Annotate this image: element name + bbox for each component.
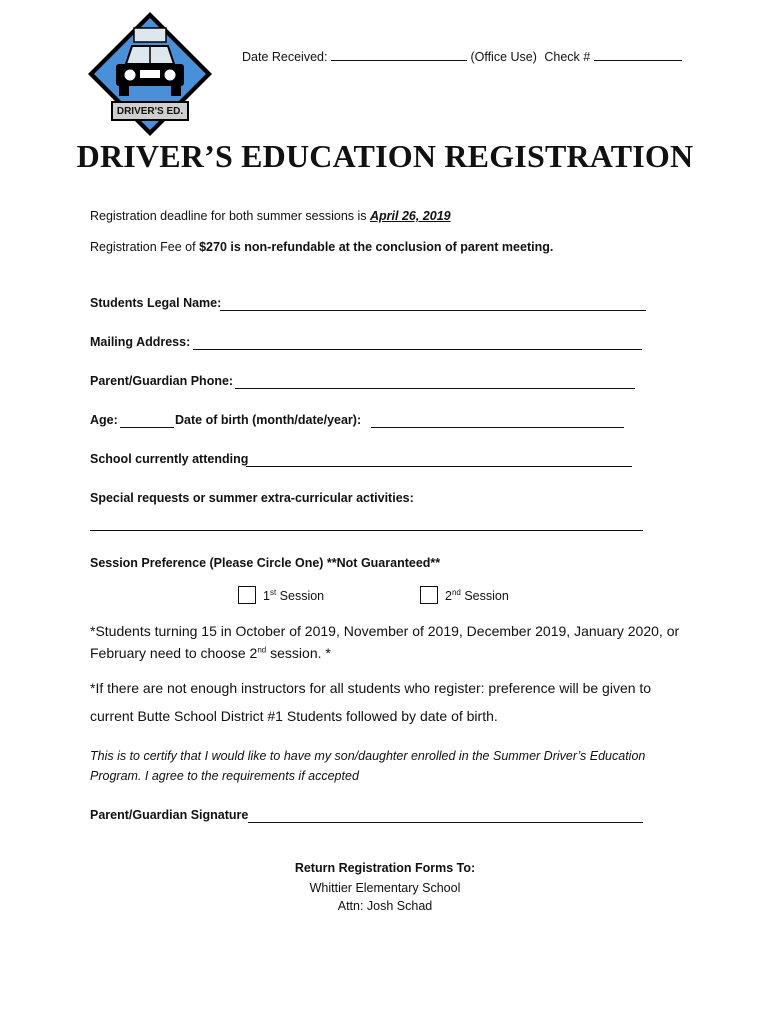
age-field[interactable] [120, 427, 174, 428]
deadline-date: April 26, 2019 [370, 209, 451, 223]
session1-text: Session [276, 589, 325, 603]
session2-checkbox[interactable] [420, 586, 438, 604]
signature-label: Parent/Guardian Signature [90, 808, 249, 822]
deadline-text: Registration deadline for both summer sessions is [90, 209, 370, 223]
date-received-label: Date Received: [242, 50, 328, 64]
guardian-phone-row [90, 374, 233, 388]
return-attn: Attn: Josh Schad [337, 899, 433, 913]
mailing-address-row [90, 335, 190, 349]
mailing-address-field[interactable] [193, 349, 642, 350]
office-use-line [242, 48, 682, 64]
guardian-phone-label: Parent/Guardian Phone: [90, 374, 234, 388]
session-heading: Session Preference (Please Circle One) **Not Guaranteed** [90, 556, 441, 570]
return-heading: Return Registration Forms To: [294, 861, 476, 875]
session2-num: 2 [445, 589, 452, 603]
note1-line1: *Students turning 15 in October of 2019, November of 2019, December 2019, January 2020, or [90, 623, 680, 639]
session2-label [445, 589, 509, 603]
page-title: DRIVER’S EDUCATION REGISTRATION [76, 138, 694, 174]
session2-text: Session [460, 589, 509, 603]
fee-line [90, 240, 553, 254]
check-label: Check # [544, 50, 591, 64]
special-requests-field[interactable] [90, 530, 643, 531]
session1-checkbox[interactable] [238, 586, 256, 604]
session2-sup: nd [451, 587, 461, 597]
legal-name-row [90, 296, 221, 310]
special-requests-row [90, 491, 414, 505]
school-label: School currently attending [90, 452, 249, 466]
note2-line1: *If there are not enough instructors for all students who register: preference will be given to [90, 680, 652, 696]
dob-field[interactable] [371, 427, 624, 428]
note1-line2 [90, 645, 331, 661]
office-use-label: (Office Use) [470, 50, 537, 64]
certify-line2: Program. I agree to the requirements if accepted [90, 769, 359, 783]
legal-name-label: Students Legal Name: [90, 296, 222, 310]
session1-sup: st [269, 587, 277, 597]
age-label-row [90, 413, 118, 427]
deadline-line [90, 209, 451, 223]
date-received-field[interactable] [331, 48, 467, 61]
school-field[interactable] [246, 466, 632, 467]
note1-text: February need to choose 2 [90, 645, 258, 661]
legal-name-field[interactable] [220, 310, 646, 311]
certify-line1: This is to certify that I would like to have my son/daughter enrolled in the Summer Driver’s Education [90, 749, 646, 763]
drivers-ed-logo [86, 10, 214, 138]
note1-sup: nd [257, 645, 267, 655]
return-school: Whittier Elementary School [309, 881, 461, 895]
session1-label [263, 589, 324, 603]
note1-suffix: session. * [266, 645, 331, 661]
age-label: Age: [90, 413, 118, 427]
school-row [90, 452, 248, 466]
logo-text: DRIVER'S ED. [116, 106, 184, 117]
note2-line2: current Butte School District #1 Students followed by date of birth. [90, 708, 498, 724]
fee-amount-text: $270 is non-refundable at the conclusion of parent meeting. [199, 240, 554, 254]
guardian-phone-field[interactable] [235, 388, 635, 389]
check-number-field[interactable] [594, 48, 682, 61]
signature-field[interactable] [248, 822, 643, 823]
session1-num: 1 [263, 589, 270, 603]
dob-row [175, 413, 361, 427]
fee-text: Registration Fee of [90, 240, 200, 254]
special-requests-label: Special requests or summer extra-curricular activities: [90, 491, 414, 505]
mailing-address-label: Mailing Address: [90, 335, 191, 349]
dob-label: Date of birth (month/date/year): [175, 413, 362, 427]
